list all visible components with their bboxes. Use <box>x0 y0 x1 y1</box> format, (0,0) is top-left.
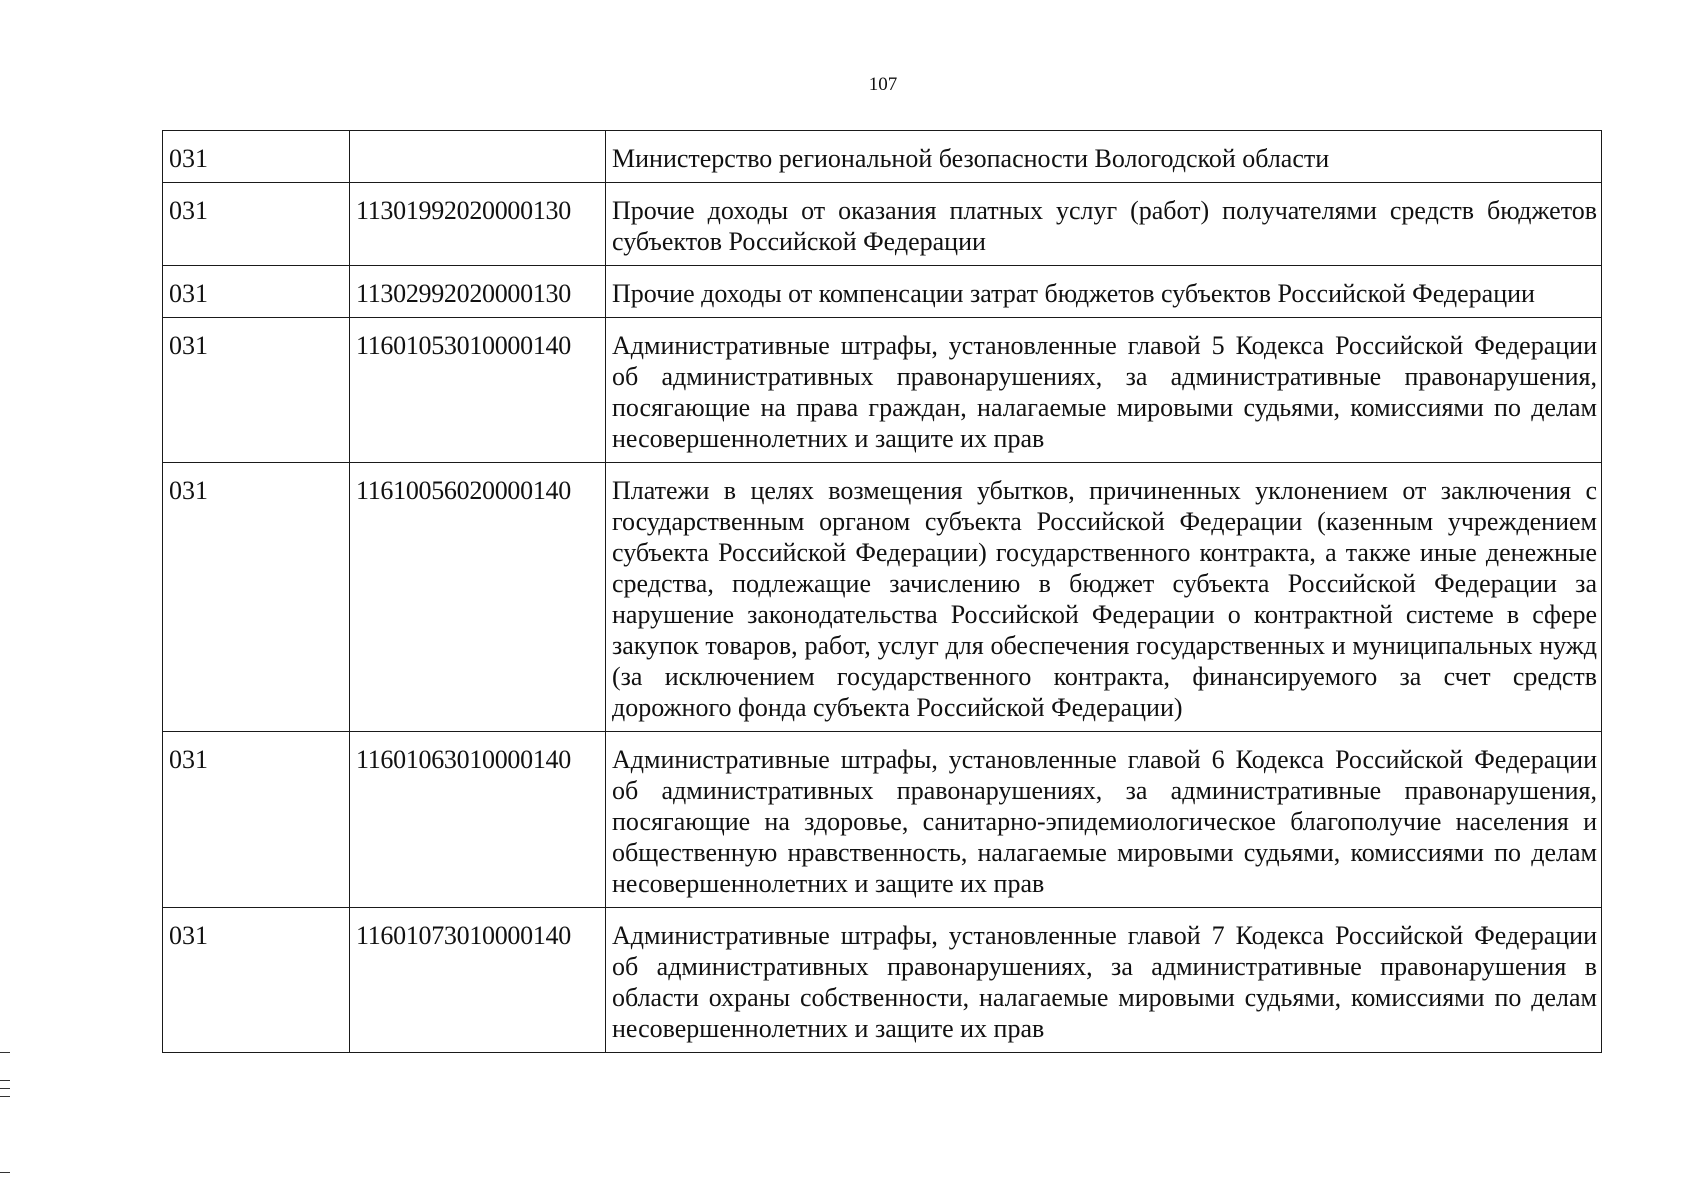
income-name-cell: Административные штрафы, установленные главой 5 Кодекса Российской Федерации об административных правонарушениях, за административные правонарушения, посягающие на права граждан, налагаемые мировыми судьями, комиссиями по делам несовершеннолетних и защите их прав <box>606 318 1602 463</box>
scan-mark <box>0 1080 10 1081</box>
income-name-cell: Административные штрафы, установленные главой 7 Кодекса Российской Федерации об административных правонарушениях, за административные правонарушения в области охраны собственности, налагаемые мировыми судьями, комиссиями по делам несовершеннолетних и защите их прав <box>606 908 1602 1053</box>
table-row <box>163 183 1602 266</box>
admin-code-cell: 031 <box>163 131 350 183</box>
table-row <box>163 266 1602 318</box>
income-code-cell: 11601073010000140 <box>350 908 606 1053</box>
income-code-cell: 11610056020000140 <box>350 463 606 732</box>
admin-code-cell: 031 <box>163 183 350 266</box>
income-name-cell: Прочие доходы от оказания платных услуг (работ) получателями средств бюджетов субъектов Российской Федерации <box>606 183 1602 266</box>
income-codes-table <box>162 130 1602 1053</box>
scan-mark <box>0 1052 10 1053</box>
admin-code-cell: 031 <box>163 266 350 318</box>
admin-code-cell: 031 <box>163 463 350 732</box>
table-row <box>163 463 1602 732</box>
table-row <box>163 908 1602 1053</box>
admin-code-cell: 031 <box>163 732 350 908</box>
admin-code-cell: 031 <box>163 908 350 1053</box>
table-row <box>163 732 1602 908</box>
income-code-cell: 11301992020000130 <box>350 183 606 266</box>
income-code-cell: 11302992020000130 <box>350 266 606 318</box>
table-row <box>163 318 1602 463</box>
scan-mark <box>0 1172 10 1173</box>
admin-code-cell: 031 <box>163 318 350 463</box>
page-number: 107 <box>868 74 898 95</box>
income-code-cell: 11601053010000140 <box>350 318 606 463</box>
income-code-cell <box>350 131 606 183</box>
income-name-cell: Административные штрафы, установленные главой 6 Кодекса Российской Федерации об административных правонарушениях, за административные правонарушения, посягающие на здоровье, санитарно-эпидемиологическое благополучие населения и общественную нравственность, налагаемые мировыми судьями, комиссиями по делам несовершеннолетних и защите их прав <box>606 732 1602 908</box>
scan-mark <box>0 1096 10 1097</box>
income-name-cell: Платежи в целях возмещения убытков, причиненных уклонением от заключения с государственным органом субъекта Российской Федерации (казенным учреждением субъекта Российской Федерации) государственного контракта, а также иные денежные средства, подлежащие зачислению в бюджет субъекта Российской Федерации за нарушение законодательства Российской Федерации о контрактной системе в сфере закупок товаров, работ, услуг для обеспечения государственных и муниципальных нужд (за исключением государственного контракта, финансируемого за счет средств дорожного фонда субъекта Российской Федерации) <box>606 463 1602 732</box>
income-name-cell: Министерство региональной безопасности Вологодской области <box>606 131 1602 183</box>
table-row <box>163 131 1602 183</box>
scan-mark <box>0 1088 10 1089</box>
income-name-cell: Прочие доходы от компенсации затрат бюджетов субъектов Российской Федерации <box>606 266 1602 318</box>
income-code-cell: 11601063010000140 <box>350 732 606 908</box>
